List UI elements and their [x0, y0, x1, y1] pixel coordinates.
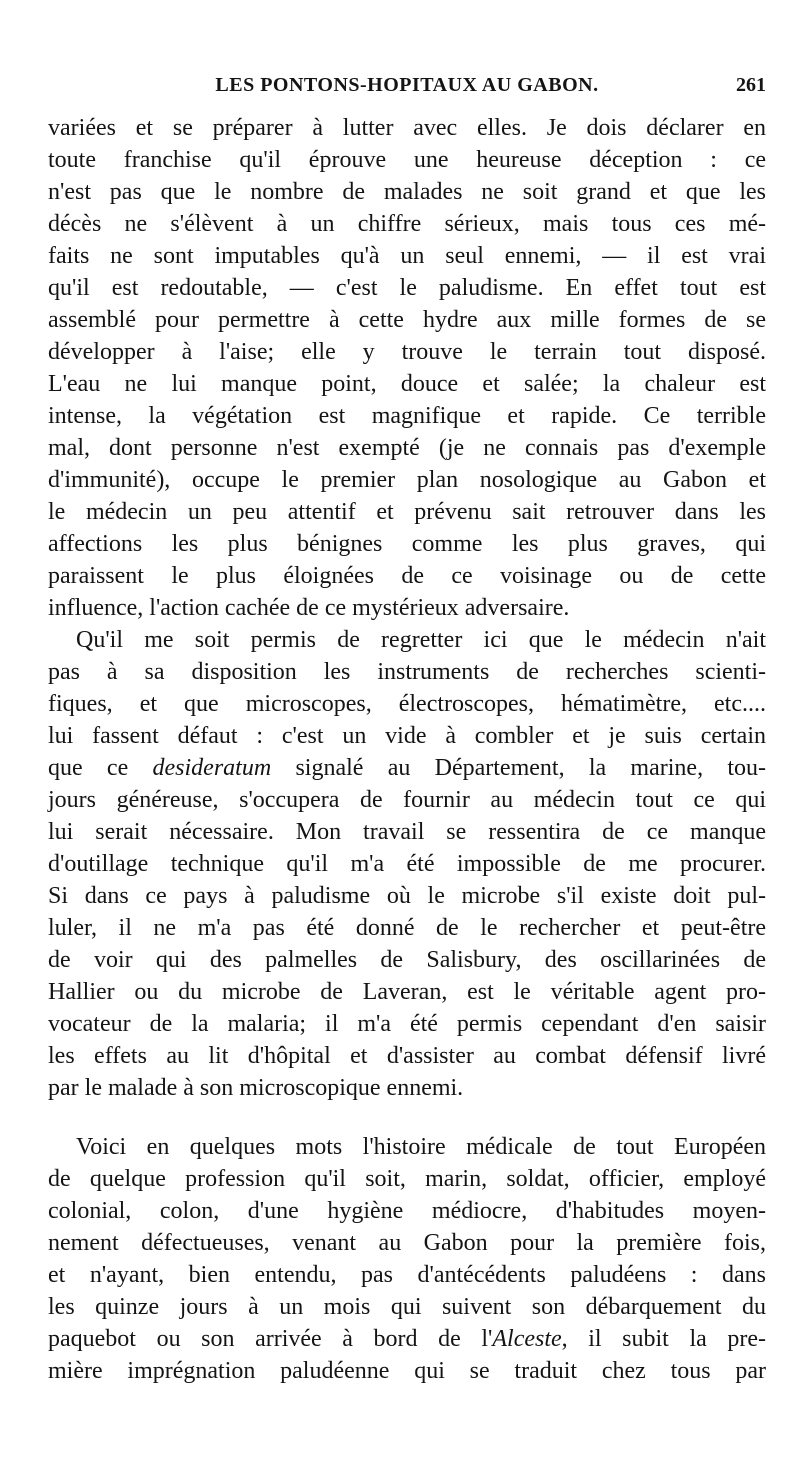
text-line: et n'ayant, bien entendu, pas d'antécédents paludéens : dans — [48, 1262, 766, 1288]
text-line: décès ne s'élèvent à un chiffre sérieux, mais tous ces mé- — [48, 211, 766, 237]
body-text — [48, 112, 766, 1387]
text-line: mal, dont personne n'est exempté (je ne connais pas d'exemple — [48, 435, 766, 461]
text-line: par le malade à son microscopique ennemi. — [48, 1075, 464, 1101]
text-line: jours généreuse, s'occupera de fournir au médecin tout ce qui — [48, 787, 766, 813]
text-line: développer à l'aise; elle y trouve le terrain tout disposé. — [48, 339, 766, 365]
text-line-with-italic — [48, 1323, 766, 1355]
text-line: Si dans ce pays à paludisme où le microbe s'il existe doit pul- — [48, 883, 766, 909]
page-number: 261 — [736, 74, 766, 96]
text-line: Voici en quelques mots l'histoire médicale de tout Européen — [76, 1134, 766, 1160]
text-line: n'est pas que le nombre de malades ne soit grand et que les — [48, 179, 766, 205]
text-line: nement défectueuses, venant au Gabon pour la première fois, — [48, 1230, 766, 1256]
text-line: faits ne sont imputables qu'à un seul ennemi, — il est vrai — [48, 243, 766, 269]
running-title: LES PONTONS-HOPITAUX AU GABON. — [215, 74, 599, 96]
text-line: vocateur de la malaria; il m'a été permis cependant d'en saisir — [48, 1011, 766, 1037]
text-line: les effets au lit d'hôpital et d'assister au combat défensif livré — [48, 1043, 766, 1069]
text-line: luler, il ne m'a pas été donné de le rechercher et peut-être — [48, 915, 766, 941]
text-line: mière imprégnation paludéenne qui se traduit chez tous par — [48, 1358, 766, 1384]
text-line: intense, la végétation est magnifique et rapide. Ce terrible — [48, 403, 766, 429]
text-line: influence, l'action cachée de ce mystérieux adversaire. — [48, 595, 570, 621]
text-line: Hallier ou du microbe de Laveran, est le véritable agent pro- — [48, 979, 766, 1005]
text-line-with-italic — [48, 752, 766, 784]
text-line: d'outillage technique qu'il m'a été impossible de me procurer. — [48, 851, 766, 877]
text-run: paquebot ou son arrivée à bord de l' — [48, 1326, 493, 1352]
text-run: , il subit la pre- — [561, 1326, 766, 1352]
text-line: affections les plus bénignes comme les plus graves, qui — [48, 531, 766, 557]
text-line: lui fassent défaut : c'est un vide à combler et je suis certain — [48, 723, 766, 749]
text-line: qu'il est redoutable, — c'est le paludisme. En effet tout est — [48, 275, 766, 301]
text-line: colonial, colon, d'une hygiène médiocre, d'habitudes moyen- — [48, 1198, 766, 1224]
text-run: signalé au Département, la marine, tou- — [271, 755, 766, 781]
text-line: de voir qui des palmelles de Salisbury, des oscillarinées de — [48, 947, 766, 973]
paragraph-2 — [48, 624, 766, 1104]
text-line: d'immunité), occupe le premier plan nosologique au Gabon et — [48, 467, 766, 493]
italic-term: desideratum — [152, 755, 272, 781]
paragraph-1 — [48, 112, 766, 624]
text-line: pas à sa disposition les instruments de recherches scienti- — [48, 659, 766, 685]
text-line: le médecin un peu attentif et prévenu sait retrouver dans les — [48, 499, 766, 525]
running-head — [48, 74, 766, 104]
paragraph-3 — [48, 1131, 766, 1387]
text-line: les quinze jours à un mois qui suivent son débarquement du — [48, 1294, 766, 1320]
text-line: de quelque profession qu'il soit, marin, soldat, officier, employé — [48, 1166, 766, 1192]
text-line: Qu'il me soit permis de regretter ici que le médecin n'ait — [76, 627, 766, 653]
text-line: fiques, et que microscopes, électroscopes, hématimètre, etc.... — [48, 691, 766, 717]
italic-ship-name: Alceste — [492, 1326, 562, 1352]
text-line: variées et se préparer à lutter avec elles. Je dois déclarer en — [48, 115, 766, 141]
text-line: paraissent le plus éloignées de ce voisinage ou de cette — [48, 563, 766, 589]
text-run: que ce — [48, 755, 153, 781]
text-line: L'eau ne lui manque point, douce et salée; la chaleur est — [48, 371, 766, 397]
text-line: assemblé pour permettre à cette hydre aux mille formes de se — [48, 307, 766, 333]
paragraph-spacer — [48, 1104, 766, 1131]
text-line: toute franchise qu'il éprouve une heureuse déception : ce — [48, 147, 766, 173]
text-line: lui serait nécessaire. Mon travail se ressentira de ce manque — [48, 819, 766, 845]
